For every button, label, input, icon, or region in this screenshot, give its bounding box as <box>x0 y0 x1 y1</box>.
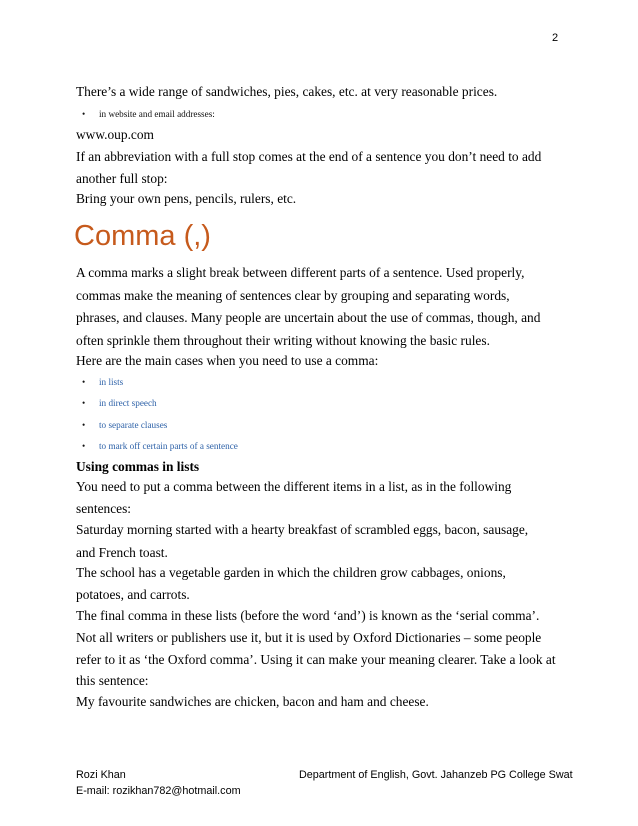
case-link-mark-off-parts[interactable]: to mark off certain parts of a sentence <box>99 441 238 451</box>
abbreviation-rule-line-2: another full stop: <box>76 171 168 186</box>
bullet-icon: • <box>82 420 86 430</box>
bullet-icon: • <box>82 441 86 451</box>
comma-paragraph-line: commas make the meaning of sentences clear by grouping and separating words, <box>76 288 510 303</box>
footer-email: E-mail: rozikhan782@hotmail.com <box>76 785 241 797</box>
lists-paragraph-line: My favourite sandwiches are chicken, bacon and ham and cheese. <box>76 694 429 709</box>
comma-paragraph-line: Here are the main cases when you need to use a comma: <box>76 353 379 368</box>
lists-paragraph-line: refer to it as ‘the Oxford comma’. Using it can make your meaning clearer. Take a look at <box>76 652 556 667</box>
footer-department: Department of English, Govt. Jahanzeb PG College Swat <box>299 769 573 781</box>
comma-paragraph-line: A comma marks a slight break between different parts of a sentence. Used properly, <box>76 265 525 280</box>
lists-paragraph-line: The school has a vegetable garden in which the children grow cabbages, onions, <box>76 565 506 580</box>
page-number: 2 <box>552 32 559 44</box>
case-link-lists[interactable]: in lists <box>99 377 124 387</box>
lists-paragraph-line: You need to put a comma between the different items in a list, as in the following <box>76 479 512 494</box>
comma-paragraph-line: phrases, and clauses. Many people are uncertain about the use of commas, though, and <box>76 310 541 325</box>
bullet-icon: • <box>82 109 86 119</box>
lists-paragraph-line: Saturday morning started with a hearty breakfast of scrambled eggs, bacon, sausage, <box>76 522 529 537</box>
example-sentence-pens: Bring your own pens, pencils, rulers, etc. <box>76 191 297 206</box>
example-sentence-prices: There’s a wide range of sandwiches, pies, cakes, etc. at very reasonable prices. <box>76 84 498 99</box>
case-link-separate-clauses[interactable]: to separate clauses <box>99 420 168 430</box>
lists-paragraph-line: sentences: <box>76 501 132 516</box>
lists-paragraph-line: Not all writers or publishers use it, but it is used by Oxford Dictionaries – some people <box>76 630 542 645</box>
bullet-icon: • <box>82 377 86 387</box>
comma-paragraph-line: often sprinkle them throughout their writing without knowing the basic rules. <box>76 333 490 348</box>
bullet-text: in website and email addresses: <box>99 109 215 119</box>
footer-author: Rozi Khan <box>76 769 126 781</box>
lists-paragraph-line: and French toast. <box>76 545 168 560</box>
bullet-icon: • <box>82 398 86 408</box>
subheading-commas-in-lists: Using commas in lists <box>76 459 200 474</box>
abbreviation-rule-line-1: If an abbreviation with a full stop comes at the end of a sentence you don’t need to add <box>76 149 542 164</box>
lists-paragraph-line: potatoes, and carrots. <box>76 587 190 602</box>
case-link-direct-speech[interactable]: in direct speech <box>99 398 157 408</box>
lists-paragraph-line: The final comma in these lists (before the word ‘and’) is known as the ‘serial comma’. <box>76 608 540 623</box>
example-website: www.oup.com <box>76 127 154 142</box>
lists-paragraph-line: this sentence: <box>76 673 149 688</box>
section-heading-comma: Comma (,) <box>74 220 211 252</box>
